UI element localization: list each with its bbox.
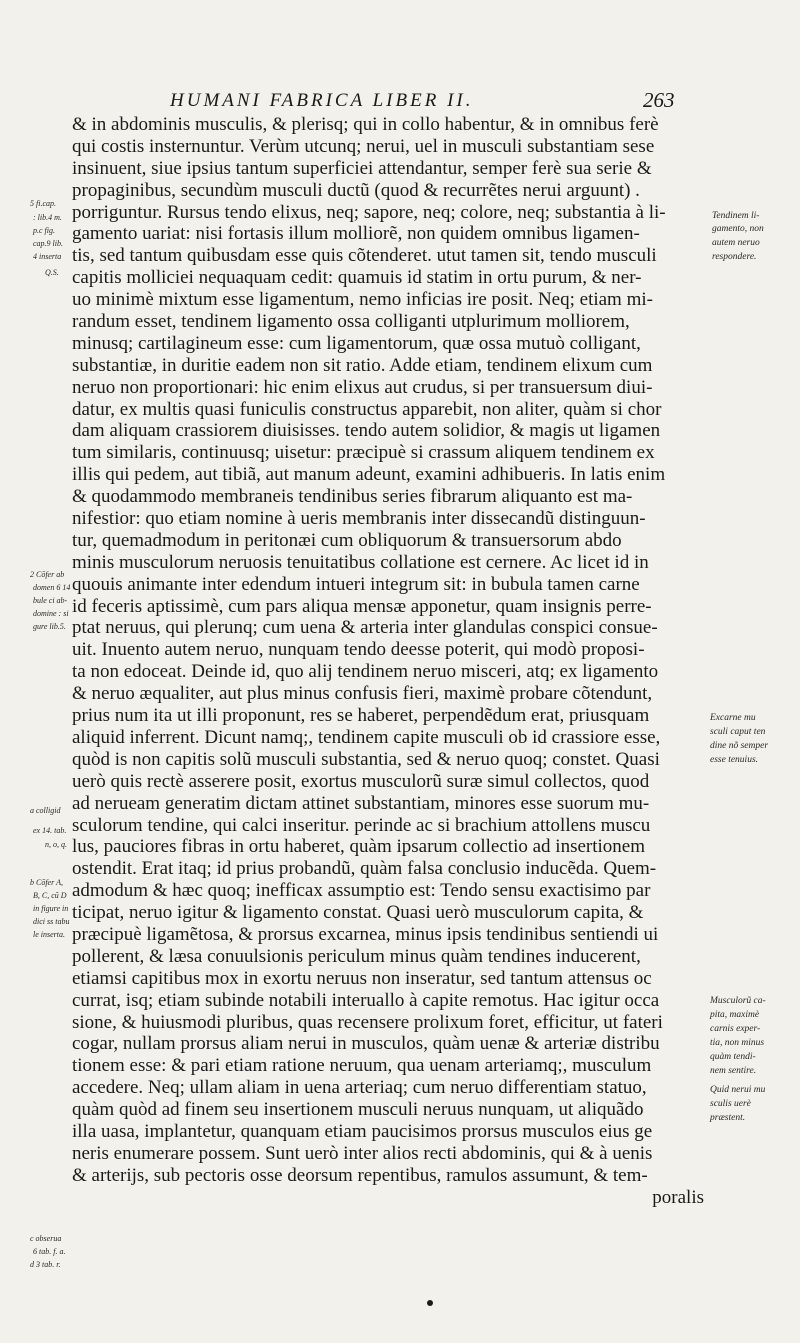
catchword: poralis [652, 1186, 704, 1208]
text-line: præcipuè ligamẽtosa, & prorsus excarnea, minus ipsis tendinibus sentiendi ui [72, 923, 659, 945]
text-line: uit. Inuento autem neruo, nunquam tendo deesse poterit, qui modò proposi- [72, 639, 645, 661]
margin-note-right: Excarne mu [710, 713, 756, 723]
margin-note-right: quàm tendi- [710, 1052, 756, 1062]
text-line: neruo non proportionari: hic enim elixus aut crudus, si per transuersum diui- [72, 376, 653, 398]
text-line: etiamsi capitibus mox in exortu neruus non inseratur, sed tantum attensus oc [72, 967, 652, 989]
margin-note-left: bule ci ab- [33, 596, 68, 605]
running-title: HUMANI FABRICA LIBER II. [170, 90, 474, 111]
text-line: datur, ex multis quasi funiculis constructus apparebit, non aliter, quàm si chor [72, 398, 662, 420]
margin-note-left: b Cõfer A, [30, 878, 63, 887]
text-line: dam aliquam crassiorem diuisisses. tendo autem solidior, & magis ut ligamen [72, 420, 661, 442]
margin-note-left: ex 14. tab. [33, 826, 67, 835]
text-line: propaginibus, secundùm musculi ductũ (quod & recurrẽtes nerui arguunt) . [72, 179, 640, 201]
margin-note-left: 2 Cõfer ab [30, 570, 65, 579]
text-line: qui costis insternuntur. Verùm utcunq; nerui, uel in musculi substantiam sese [72, 135, 655, 157]
text-line: minis musculorum neruosis tenuitatibus collatione est cernere. Ac licet id in [72, 551, 649, 573]
margin-note-left: gure lib.5. [33, 622, 66, 631]
margin-note-left: domen 6 14 [33, 583, 71, 592]
margin-note-left: a colligid [30, 806, 61, 815]
margin-note-left: le inserta. [33, 930, 65, 939]
margin-note-right: nem sentire. [710, 1066, 757, 1076]
margin-note-right: dine nõ semper [710, 741, 769, 751]
text-line: sculorum tendine, qui calci inseritur. perinde ac si brachium attollens muscu [72, 814, 651, 836]
margin-note-left: in figure in [33, 904, 69, 913]
margin-note-right: autem neruo [712, 238, 760, 248]
margin-note-left: cap.9 lib. [33, 239, 63, 248]
text-line: ostendit. Erat itaq; id prius probandũ, quàm falsa conclusio inducẽda. Quem- [72, 858, 657, 880]
margin-note-right: tia, non minus [710, 1038, 765, 1048]
text-line: minusq; cartilagineum esse: cum ligamentorum, quæ ossa mutuò colligant, [72, 332, 641, 354]
text-line: ad nerueam generatim dictam attinet substantiam, minores esse suorum mu- [72, 792, 650, 814]
text-line: porriguntur. Rursus tendo elixus, neq; sapore, neq; colore, neq; substantia à li- [72, 201, 666, 223]
margin-note-right: carnis exper- [710, 1024, 761, 1034]
text-line: currat, isq; etiam subinde notabili interuallo à capite remotus. Hac igitur occa [72, 989, 660, 1011]
margin-note-left: domine : si [33, 609, 69, 618]
text-line: ticipat, neruo igitur & ligamento constat. Quasi uerò musculorum capita, & [72, 902, 644, 924]
text-line: neris enumerare possem. Sunt uerò inter alios recti abdominis, qui & à uenis [72, 1142, 653, 1164]
text-line: nifestior: quo etiam nomine à ueris membranis inter dissecandũ distinguun- [72, 508, 646, 530]
margin-note-right: pita, maximè [710, 1010, 760, 1020]
margin-note-left: dici ss tabu [33, 917, 70, 926]
text-line: gamento uariat: nisi fortasis illum molliorẽ, non quidem omnibus ligamen- [72, 223, 640, 245]
text-line: quòd is non capitis solũ musculi substantia, sed & neruo quoq; constet. Quasi [72, 748, 660, 770]
text-line: & arterijs, sub pectoris osse deorsum repentibus, ramulos assumunt, & tem- [72, 1164, 648, 1186]
text-line: id feceris aptissimè, cum pars aliqua mensæ apponetur, quam insignis perre- [72, 595, 652, 617]
text-line: admodum & hæc quoq; inefficax assumptio est: Tendo sensu exactisimo par [72, 880, 651, 902]
margin-note-left: B, C, cũ D [33, 891, 67, 900]
text-line: ta non edoceat. Deinde id, quo alij tendinem neruo misceri, atq; ex ligamento [72, 661, 659, 683]
text-line: & quodammodo membraneis tendinibus series fibrarum aliquanto est ma- [72, 486, 633, 508]
margin-note-left: n, o, q. [45, 840, 67, 849]
margin-note-right: sculis uerè [710, 1099, 751, 1109]
margin-note-right: respondere. [712, 252, 757, 262]
text-line: sione, & huiusmodi pluribus, quas recensere prolixum foret, efficitur, ut fateri [72, 1011, 663, 1033]
text-line: quouis animante inter edendum intueri integrum sit: in bubula tamen carne [72, 573, 640, 595]
margin-note-right: præstent. [710, 1113, 746, 1123]
text-line: pollerent, & læsa conuulsionis periculum minus quàm tendines inducerent, [72, 945, 641, 967]
margin-note-right: Quid nerui mu [710, 1085, 766, 1095]
text-line: randum esset, tendinem ligamento ossa colliganti utplurimum molliorem, [72, 311, 630, 333]
margin-note-right: Musculorũ ca- [710, 996, 766, 1006]
text-line: accedere. Neq; ullam aliam in uena arteriaq; cum neruo differentiam statuo, [72, 1077, 647, 1099]
text-line: prius num ita ut illi proponunt, res se haberet, perpendẽdum erat, priusquam [72, 705, 650, 727]
margin-note-left: c obserua [30, 1234, 62, 1243]
text-line: & in abdominis musculis, & plerisq; qui in collo habentur, & in omnibus ferè [72, 114, 659, 135]
page-number: 263 [643, 88, 675, 112]
text-line: insinuent, siue ipsius tantum superficiei attendantur, semper ferè sua serie & [72, 157, 652, 179]
margin-note-left: : lib.4 m. [33, 213, 62, 222]
margin-note-left: p.c fig. [33, 226, 55, 235]
text-line: illis qui pedem, aut tibiã, aut manum adeunt, examini adhibueris. In latis enim [72, 464, 666, 486]
margin-note-right: Tendinem li- [712, 211, 760, 221]
text-line: ptat neruus, qui plerunq; cum uena & arteria inter glandulas conspici consue- [72, 617, 658, 639]
margin-note-right: esse tenuius. [710, 755, 759, 765]
margin-note-left: 4 inserta [33, 252, 62, 261]
text-line: aliquid inferrent. Dicunt namq;, tendinem capite musculi ob id crassiore esse, [72, 726, 661, 748]
text-line: tum similaris, continuusq; uisetur: præcipuè si crassum aliquem tendinem ex [72, 442, 655, 464]
ink-dot [427, 1300, 433, 1306]
text-line: tionem esse: & pari etiam ratione neruum, qua uenam arteriamq;, musculum [72, 1055, 652, 1077]
text-line: uo minimè mixtum esse ligamentum, nemo inficias ire posit. Neq; etiam mi- [72, 289, 653, 311]
margin-note-left: 5 fi.cap. [30, 199, 56, 208]
text-line: tis, sed tantum quibusdam esse quis cõtenderet. utut tamen sit, tendo musculi [72, 245, 657, 267]
text-line: capitis molliciei nequaquam cedit: quamuis id statim in ortu purum, & ner- [72, 267, 642, 289]
margin-note-left: Q.S. [45, 268, 59, 277]
text-line: tur, quemadmodum in peritonæi cum obliquorum & transuersorum abdo [72, 529, 622, 551]
text-line: cogar, nullam prorsus aliam nerui in musculos, quàm uenæ & arteriæ distribu [72, 1033, 660, 1055]
text-line: & neruo æqualiter, aut plus minus confusis fieri, maximè probare cõtendunt, [72, 683, 653, 705]
text-line: substantiæ, in duritie eadem non sit ratio. Adde etiam, tendinem elixum cum [72, 354, 653, 376]
margin-note-right: gamento, non [712, 224, 764, 234]
main-text-block [72, 114, 704, 1209]
text-line: illa uasa, implantetur, quanquam etiam paucisimos prorsus musculos eius ge [72, 1120, 653, 1142]
margin-note-left: 6 tab. f. a. [33, 1247, 66, 1256]
text-line: lus, pauciores fibras in ortu haberet, quàm ipsarum collectio ad insertionem [72, 836, 645, 858]
margin-note-left: d 3 tab. r. [30, 1260, 61, 1269]
margin-note-right: sculi caput ten [710, 727, 766, 737]
text-line: uerò quis rectè asserere posit, exortus musculorũ suræ simul collectos, quod [72, 770, 650, 792]
text-line: quàm quòd ad finem seu insertionem musculi neruus nunquam, ut aliquãdo [72, 1099, 644, 1121]
